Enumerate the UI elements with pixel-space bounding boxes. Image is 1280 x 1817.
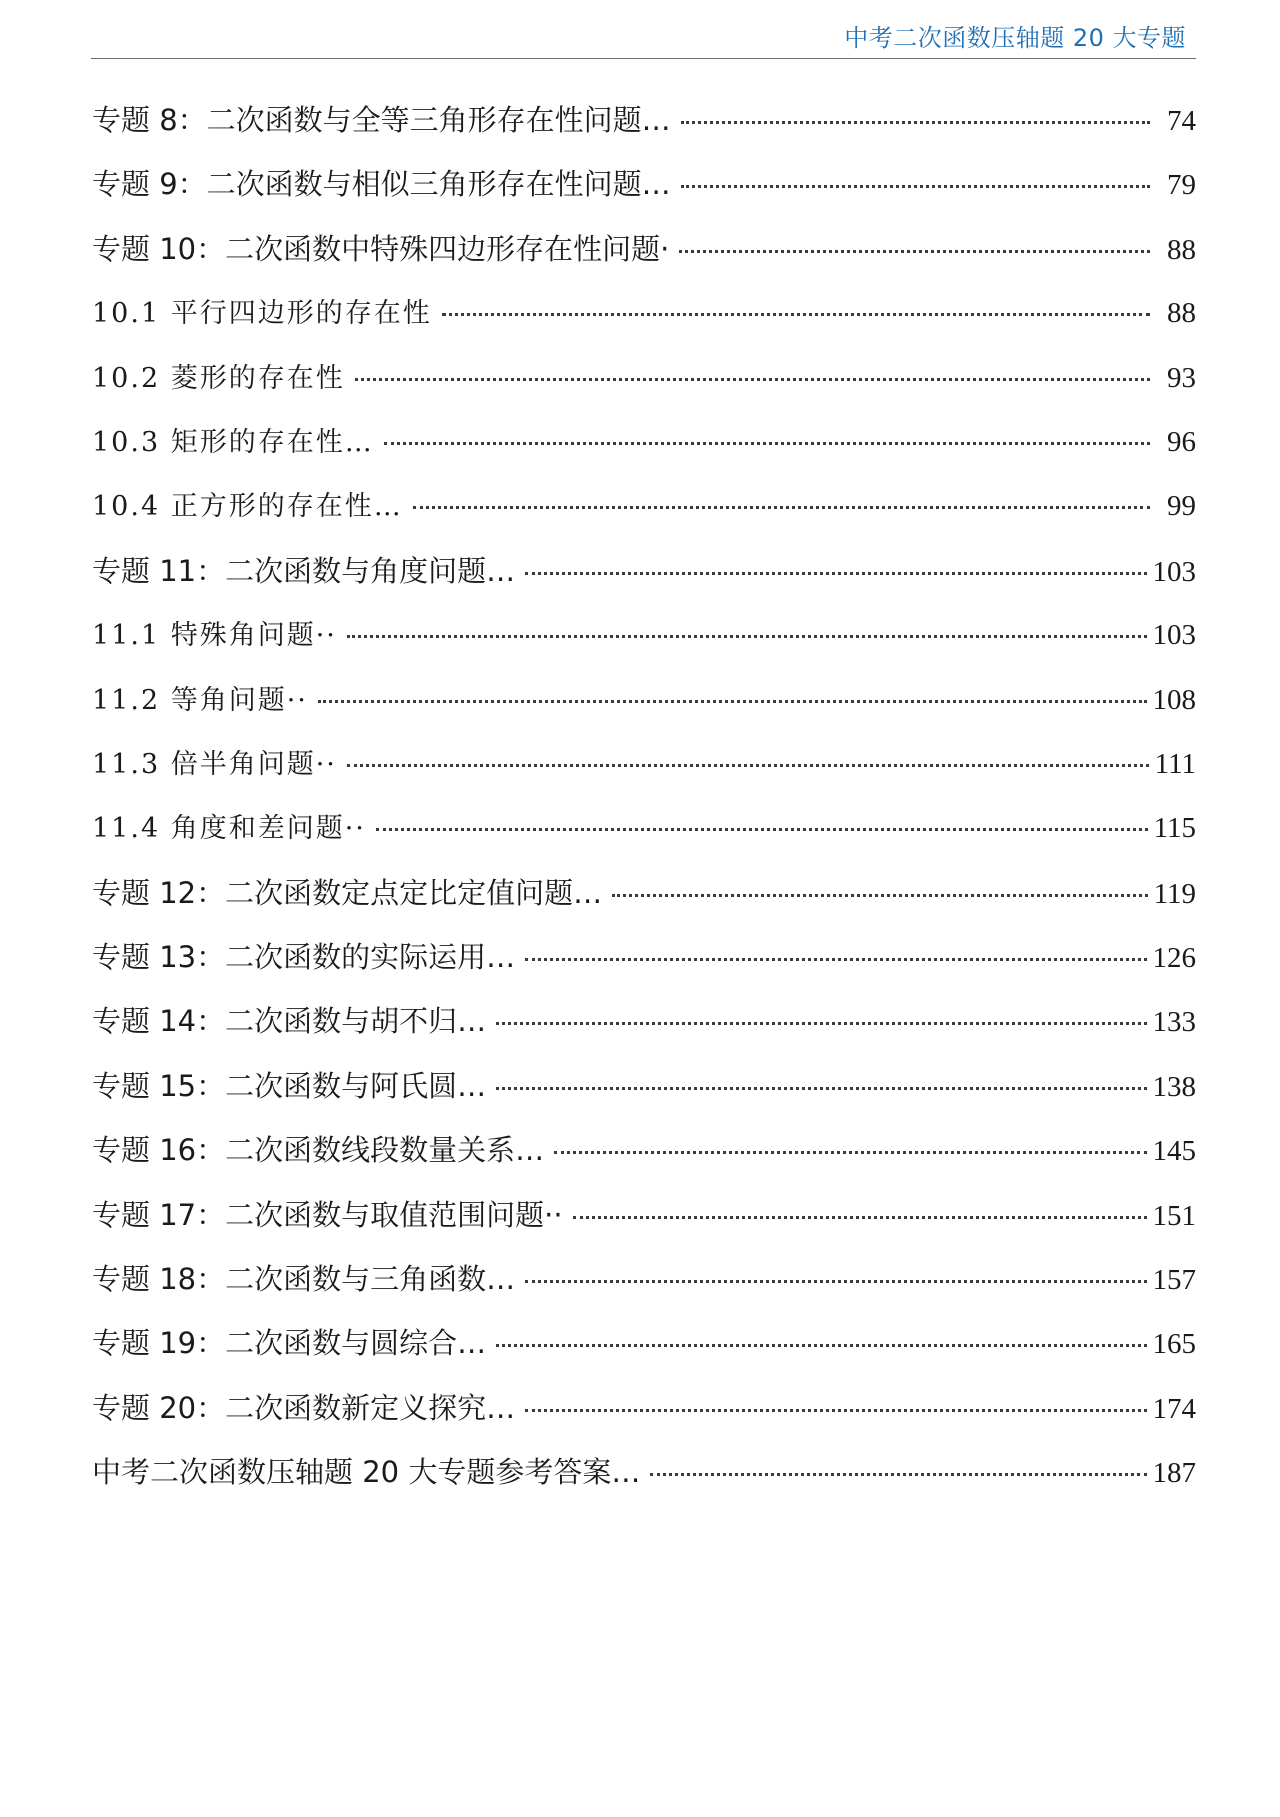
toc-page-number: 88: [1167, 233, 1196, 266]
header-title: 中考二次函数压轴题 20 大专题: [844, 24, 1186, 52]
toc-entry-title: 专题 17：二次函数与取值范围问题··: [92, 1197, 563, 1232]
toc-page-number: 111: [1154, 747, 1196, 780]
dot-leader: [650, 1473, 1146, 1476]
toc-page-number: 93: [1167, 361, 1196, 394]
toc-page-number: 96: [1167, 425, 1196, 458]
dot-leader: [525, 1409, 1146, 1412]
dot-leader: [496, 1087, 1146, 1090]
toc-entry-title: 专题 19：二次函数与圆综合…: [92, 1326, 487, 1361]
toc-page-number: 165: [1152, 1328, 1196, 1361]
toc-subentry[interactable]: [92, 599, 1196, 663]
toc-entry-title: 专题 12：二次函数定点定比定值问题…: [92, 875, 603, 910]
toc-subentry[interactable]: [92, 277, 1196, 341]
toc-entry-title: 10.2 菱形的存在性: [92, 362, 345, 394]
toc-page-number: 74: [1167, 105, 1196, 137]
dot-leader: [525, 572, 1146, 575]
toc-subentry[interactable]: [92, 470, 1196, 534]
toc-page-number: 126: [1152, 942, 1196, 975]
toc-entry-title: 专题 20：二次函数新定义探究…: [92, 1390, 516, 1425]
toc-entry-title: 11.2 等角问题··: [92, 684, 308, 716]
toc-entry-title: 专题 13：二次函数的实际运用…: [92, 940, 516, 975]
dot-leader: [413, 506, 1150, 509]
toc-entry[interactable]: [92, 1436, 1196, 1500]
dot-leader: [525, 958, 1146, 961]
dot-leader: [681, 121, 1150, 124]
toc-page-number: 115: [1153, 812, 1196, 845]
toc-entry-title: 专题 10：二次函数中特殊四边形存在性问题·: [92, 231, 670, 266]
toc-entry-title: 专题 16：二次函数线段数量关系…: [92, 1133, 545, 1168]
toc-entry-title: 专题 14：二次函数与胡不归…: [92, 1004, 487, 1039]
dot-leader: [376, 828, 1148, 831]
toc-entry-title: 专题 9：二次函数与相似三角形存在性问题…: [92, 167, 671, 202]
toc-entry-title: 11.1 特殊角问题··: [92, 620, 337, 652]
toc-page-number: 133: [1152, 1006, 1196, 1039]
toc-entry[interactable]: [92, 1050, 1196, 1114]
dot-leader: [347, 635, 1147, 638]
toc-page-number: 79: [1167, 169, 1196, 202]
toc-entry-title: 11.3 倍半角问题··: [92, 748, 337, 780]
toc-entry[interactable]: [92, 1114, 1196, 1178]
toc-entry[interactable]: [92, 535, 1196, 599]
toc-page-number: 174: [1152, 1392, 1196, 1425]
toc-entry[interactable]: [92, 84, 1196, 148]
dot-leader: [496, 1022, 1146, 1025]
toc-entry-title: 10.4 正方形的存在性…: [92, 491, 403, 523]
toc-page-number: 157: [1152, 1264, 1196, 1297]
toc-entry-title: 专题 8：二次函数与全等三角形存在性问题…: [92, 103, 671, 137]
dot-leader: [679, 250, 1150, 253]
dot-leader: [573, 1216, 1147, 1219]
toc-entry[interactable]: [92, 985, 1196, 1049]
toc-page-number: 119: [1153, 877, 1196, 910]
toc-entry[interactable]: [92, 857, 1196, 921]
page-header: [91, 0, 1196, 59]
toc-page-number: 145: [1152, 1135, 1196, 1168]
toc-page-number: 108: [1152, 683, 1196, 716]
toc-entry[interactable]: [92, 148, 1196, 212]
toc-entry[interactable]: [92, 921, 1196, 985]
toc-entry-title: 专题 18：二次函数与三角函数…: [92, 1262, 516, 1297]
toc-subentry[interactable]: [92, 406, 1196, 470]
toc-entry-title: 专题 11：二次函数与角度问题…: [92, 553, 516, 588]
dot-leader: [384, 442, 1150, 445]
toc-page-number: 88: [1167, 297, 1196, 330]
toc-entry[interactable]: [92, 1372, 1196, 1436]
toc-entry[interactable]: [92, 1243, 1196, 1307]
toc-subentry[interactable]: [92, 728, 1196, 792]
toc-entry-title: 中考二次函数压轴题 20 大专题参考答案…: [92, 1455, 641, 1490]
toc-page-number: 151: [1152, 1199, 1196, 1232]
toc-page-number: 99: [1167, 490, 1196, 523]
toc-page-number: 103: [1152, 619, 1196, 652]
toc-subentry[interactable]: [92, 792, 1196, 856]
dot-leader: [318, 700, 1147, 703]
toc-entry[interactable]: [92, 213, 1196, 277]
toc-entry-title: 10.3 矩形的存在性…: [92, 426, 374, 458]
toc-subentry[interactable]: [92, 664, 1196, 728]
dot-leader: [347, 764, 1149, 767]
toc-page-number: 103: [1152, 555, 1196, 588]
table-of-contents: [92, 84, 1196, 1501]
toc-entry[interactable]: [92, 1307, 1196, 1371]
dot-leader: [496, 1344, 1146, 1347]
toc-entry-title: 11.4 角度和差问题··: [92, 813, 366, 845]
dot-leader: [681, 185, 1150, 188]
dot-leader: [612, 894, 1147, 897]
toc-page-number: 138: [1152, 1070, 1196, 1103]
toc-entry[interactable]: [92, 1179, 1196, 1243]
dot-leader: [525, 1280, 1146, 1283]
toc-subentry[interactable]: [92, 342, 1196, 406]
dot-leader: [554, 1151, 1146, 1154]
toc-entry-title: 10.1 平行四边形的存在性: [92, 298, 432, 330]
dot-leader: [355, 378, 1150, 381]
toc-page-number: 187: [1152, 1457, 1196, 1490]
toc-entry-title: 专题 15：二次函数与阿氏圆…: [92, 1068, 487, 1103]
dot-leader: [442, 313, 1150, 316]
